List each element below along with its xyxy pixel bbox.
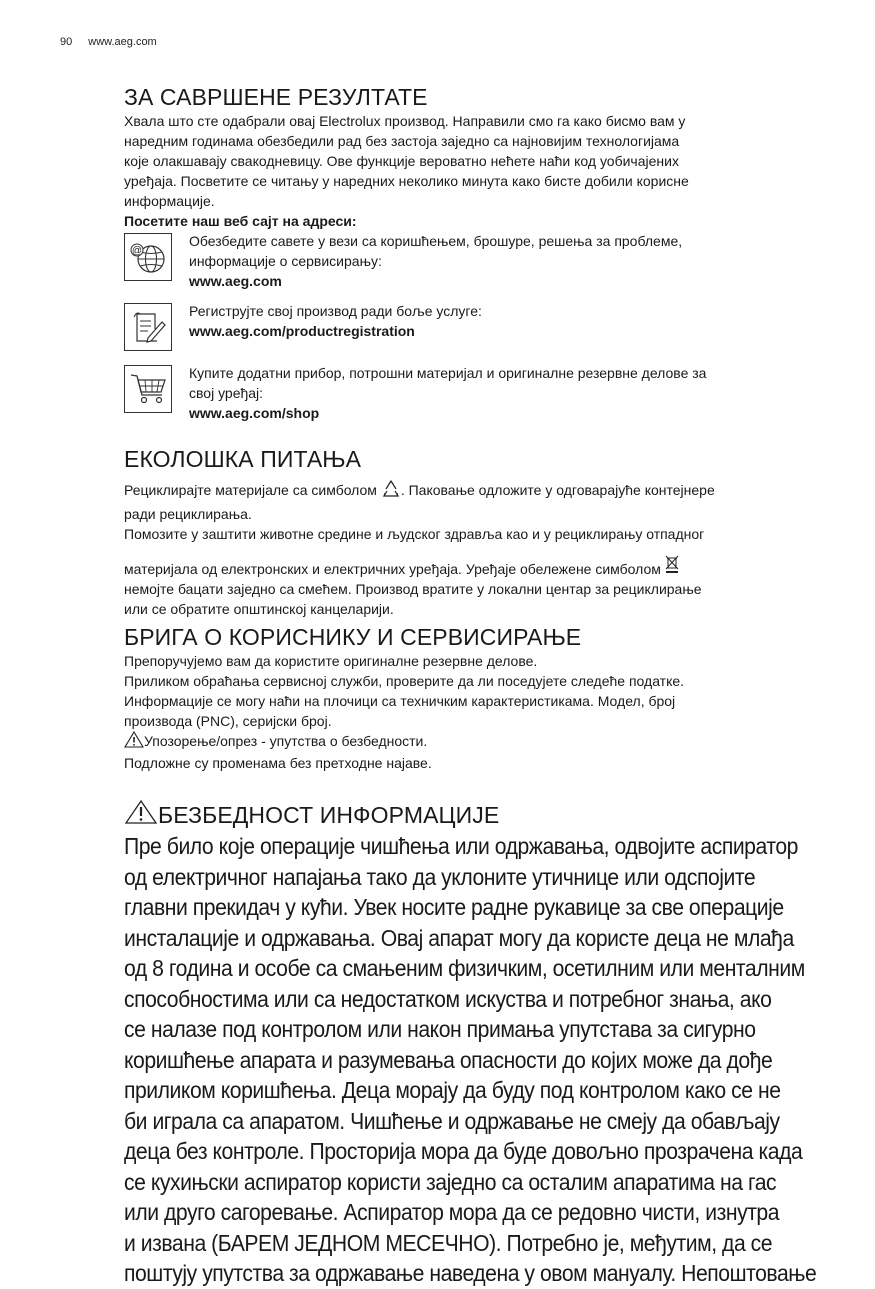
info-item-text (189, 363, 706, 423)
warning-icon (124, 731, 144, 753)
care-line: Препоручујемо вам да користите оригиналне резервне делове. (124, 653, 538, 669)
safety-line: се кухињски аспиратор користи заједно са осталим апаратима на гас (124, 1168, 777, 1195)
shopping-cart-icon (124, 365, 172, 413)
care-notice: Подложне су променама без претходне најаве. (124, 755, 432, 771)
eco-text: Рециклирајте материјале са симболом (124, 482, 377, 498)
globe-icon (124, 233, 172, 281)
safety-line: деца без контроле. Просторија мора да буде довољно прозрачена када (124, 1138, 803, 1164)
info-line: свој уређај: (189, 385, 264, 401)
info-line: Региструјте свој производ ради боље услуге: (189, 303, 482, 319)
recycling-icon (381, 479, 401, 504)
care-line: Информације се могу наћи на плочици са техничким карактеристикама. Модел, број (124, 693, 676, 709)
shop-link[interactable]: www.aeg.com/shop (189, 405, 320, 421)
info-item-support (124, 231, 836, 291)
intro-paragraph (124, 111, 836, 211)
svg-text:@: @ (131, 245, 143, 257)
eco-text: . Паковање одложите у одговарајуће контејнере (400, 482, 715, 498)
care-line: производа (PNC), серијски број. (124, 713, 332, 729)
content (124, 84, 836, 1289)
page-number: 90 (60, 36, 73, 48)
safety-title-text: БЕЗБЕДНОСТ ИНФОРМАЦИЈЕ (158, 802, 500, 828)
section-title-customer-care: БРИГА О КОРИСНИКУ И СЕРВИСИРАЊЕ (124, 624, 582, 650)
safety-line: или друго сагоревање. Аспиратор мора да се редовно чисти, изнутра (124, 1199, 780, 1225)
info-line: Обезбедите савете у вези са коришћењем, брошуре, решења за проблеме, (189, 233, 683, 249)
info-item-text (189, 301, 482, 341)
safety-line: приликом коришћења. Деца морају да буду под контролом како се не (124, 1077, 781, 1103)
eco-text: материјала од електронских и електричних уређаја. Уређаје обележене симболом (124, 561, 661, 577)
environment-paragraph (124, 479, 836, 619)
support-link[interactable]: www.aeg.com (189, 273, 282, 289)
safety-line: од електричног напајања тако да уклоните утичнице или одспојите (124, 863, 756, 890)
eco-line (124, 554, 836, 579)
eco-line: немојте бацати заједно са смећем. Производ вратите у локални центар за рециклирање (124, 581, 702, 597)
intro-line: информације. (124, 193, 215, 209)
warning-text: Упозорење/опрез - упутства о безбедности. (144, 733, 428, 749)
info-item-shop (124, 363, 836, 423)
safety-line: инсталације и одржавања. Овај апарат могу да користе деца не млађа (124, 924, 794, 951)
section-title-results: ЗА САВРШЕНЕ РЕЗУЛТАТЕ (124, 84, 428, 110)
intro-line: које олакшавају свакодневицу. Ове функције вероватно нећете наћи код уобичајених (124, 153, 679, 169)
intro-line: наредним годинама обезбедили рад без застоја заједно са најновијим технологијама (124, 133, 680, 149)
info-line: Купите додатни прибор, потрошни материјал и оригиналне резервне делове за (189, 365, 707, 381)
info-line: информације о сервисирању: (189, 253, 382, 269)
safety-line: би играла са апаратом. Чишћење и одржавање не смеју да обављају (124, 1107, 780, 1134)
safety-line: и извана (БАРЕМ ЈЕДНОМ МЕСЕЧНО). Потребно је, међутим, да се (124, 1229, 773, 1256)
warning-icon (124, 799, 158, 831)
section-title-safety (124, 799, 836, 831)
safety-line: се налазе под контролом или након примања упутстава за сигурно (124, 1016, 756, 1042)
visit-heading: Посетите наш веб сајт на адреси: (124, 213, 357, 229)
safety-line: способностима или са недостатком искуства и потребног знања, ако (124, 985, 772, 1012)
safety-line: Пре било које операције чишћења или одржавања, одвојите аспиратор (124, 833, 798, 859)
care-line: Приликом обраћања сервисној служби, проверите да ли поседујете следеће податке. (124, 673, 685, 689)
eco-line: или се обратите општинској канцеларији. (124, 601, 394, 617)
registration-link[interactable]: www.aeg.com/productregistration (189, 323, 415, 339)
weee-bin-icon (665, 554, 679, 579)
page-header (60, 36, 157, 48)
registration-icon (124, 303, 172, 351)
intro-line: Хвала што сте одабрали овај Electrolux производ. Направили смо га како бисмо вам у (124, 113, 686, 129)
info-item-text (189, 231, 682, 291)
customer-care-paragraph (124, 651, 836, 773)
info-item-registration (124, 301, 836, 351)
safety-line: коришћење апарата и разумевања опасности до којих може да дође (124, 1046, 773, 1073)
safety-paragraph (124, 831, 837, 1289)
safety-line: поштују упутства за одржавање наведена у овом мануалу. Непоштовање (124, 1260, 817, 1286)
header-url[interactable]: www.aeg.com (88, 36, 157, 48)
safety-line: главни прекидач у кући. Увек носите радне рукавице за све операције (124, 894, 784, 920)
safety-line: од 8 година и особе са смањеним физичким, осетилним или менталним (124, 955, 805, 981)
section-title-environment: ЕКОЛОШКА ПИТАЊА (124, 446, 362, 472)
eco-line: Помозите у заштити животне средине и људског здравља као и у рециклирању отпадног (124, 526, 705, 542)
eco-line: ради рециклирања. (124, 506, 252, 522)
intro-line: уређаја. Посветите се читању у наредних неколико минута како бисте добили корисне (124, 173, 689, 189)
eco-line (124, 479, 836, 504)
warning-line (124, 731, 836, 753)
